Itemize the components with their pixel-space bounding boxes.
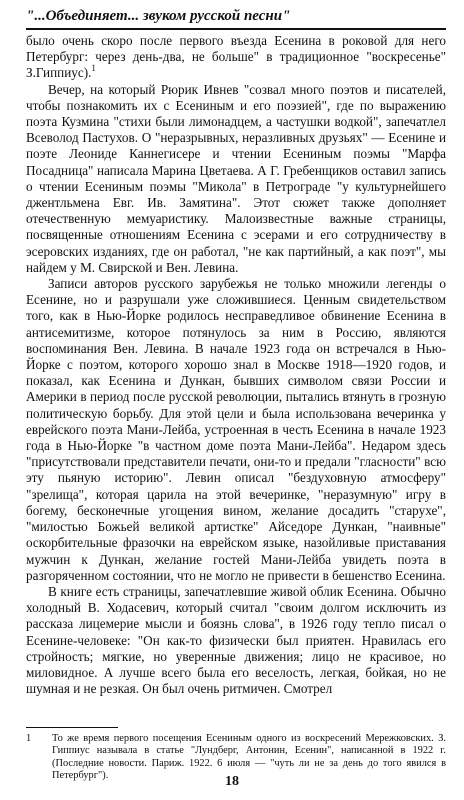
footnote-ref: 1 <box>91 63 96 74</box>
footnote-divider <box>26 727 118 728</box>
paragraph-4: В книге есть страницы, запечатлевшие живой облик Есенина. Обычно холодный В. Ходасевич, который считал "своим долгом исключить из рассказа лицемерие мысли и боязнь слова", в 1926 году тепло писал о Есенине-человеке: "Он как-то физически был приятен. Нравилась его стройность; мягкие, но уверенные движения; лицо не красивое, но миловидное. А лучше всего была его веселость, легкая, бойкая, но не шумная и не резкая. Он был очень ритмичен. Смотрел <box>26 583 446 697</box>
main-text <box>26 33 446 697</box>
paragraph-2: Вечер, на который Рюрик Ивнев "созвал много поэтов и писателей, чтобы познакомить их с Есениным и его поэзией", где по выражению поэта Кузмина "стихи были лимонадцем, а частушки водкой", запечатлел Всеволод Пастухов. О "неразрывных, неразливных друзьях" — Есенине и поэте Леониде Каннегисере и чтении Есениным поэмы "Марфа Посадница" написала Марина Цветаева. А Г. Гребенщиков оставил запись о чтении Есениным поэмы "Микола" в Петрограде "у культурнейшего джентльмена Евг. Ив. Замятина". Этот сюжет также дополняет отечественную мемуаристику. Малоизвестные важные страницы, посвященные отношениям Есенина с эсерами и его сотрудничеству в эсеровских изданиях, где он работал, "не как партийный, а как поэт", мы найдем у М. Свирской и Вен. Левина. <box>26 81 446 275</box>
page-number: 18 <box>225 774 239 789</box>
running-header <box>26 6 446 30</box>
paragraph-3: Записи авторов русского зарубежья не только множили легенды о Есенине, но и разрушали уже сложившиеся. Ценным свидетельством того, как в Нью-Йорке родилось несправедливое обвинение Есенина в антисемитизме, которое потянулось за ним в Россию, являются воспоминания Вен. Левина. В начале 1923 года он встречался в Нью-Йорке с поэтом, которого хорошо знал в Москве 1918—1920 годов, и показал, как Есенина и Дункан, бывших символом связи России и Америки в период после русской революции, пытались втянуть в грозную политическую борьбу. Для этой цели и была использована вечеринка у еврейского поэта Мани-Лейба, устроенная в честь Есенина в начале 1923 года в Нью-Йорке "в частном доме поэта Мани-Лейба". Недаром здесь "присутствовали представители печати, они-то и предали "гласности" всю эту пьяную историю". Левин описал "бездуховную атмосферу" "зрелища", которая царила на этой вечеринке, "неразумную" игру в богему, бесконечные угощения вином, желание досадить "старухе", "милостью Божьей великой артистке" Айседоре Дункан, "наивные" оскорбительные фразочки на еврейском языке, назойливые приставания мужчин к Дункан, желание гостей Мани-Лейба увидеть поэта в разгоряченном состоянии, что не могло не привести в бешенство Есенина. <box>26 276 446 583</box>
paragraph-1-text: было очень скоро после первого въезда Есенина в роковой для него Петербург: через день-два, не больше" в традиционное "воскресенье" З.Гиппиус). <box>26 33 446 81</box>
footnote-text: То же время первого посещения Есениным одного из воскресений Мережковских. З. Гиппиус называла в статье "Лундберг, Антонин, Есенин", написанной в 1922 г. (Последние новости. Париж. 1922. 6 июля — "чуть ли не за день до того явился в Петербург"). <box>52 733 446 782</box>
footnote-number: 1 <box>26 733 32 744</box>
paragraph-1 <box>26 33 446 82</box>
running-title: "...Объединяет... звуком русской песни" <box>26 8 291 24</box>
